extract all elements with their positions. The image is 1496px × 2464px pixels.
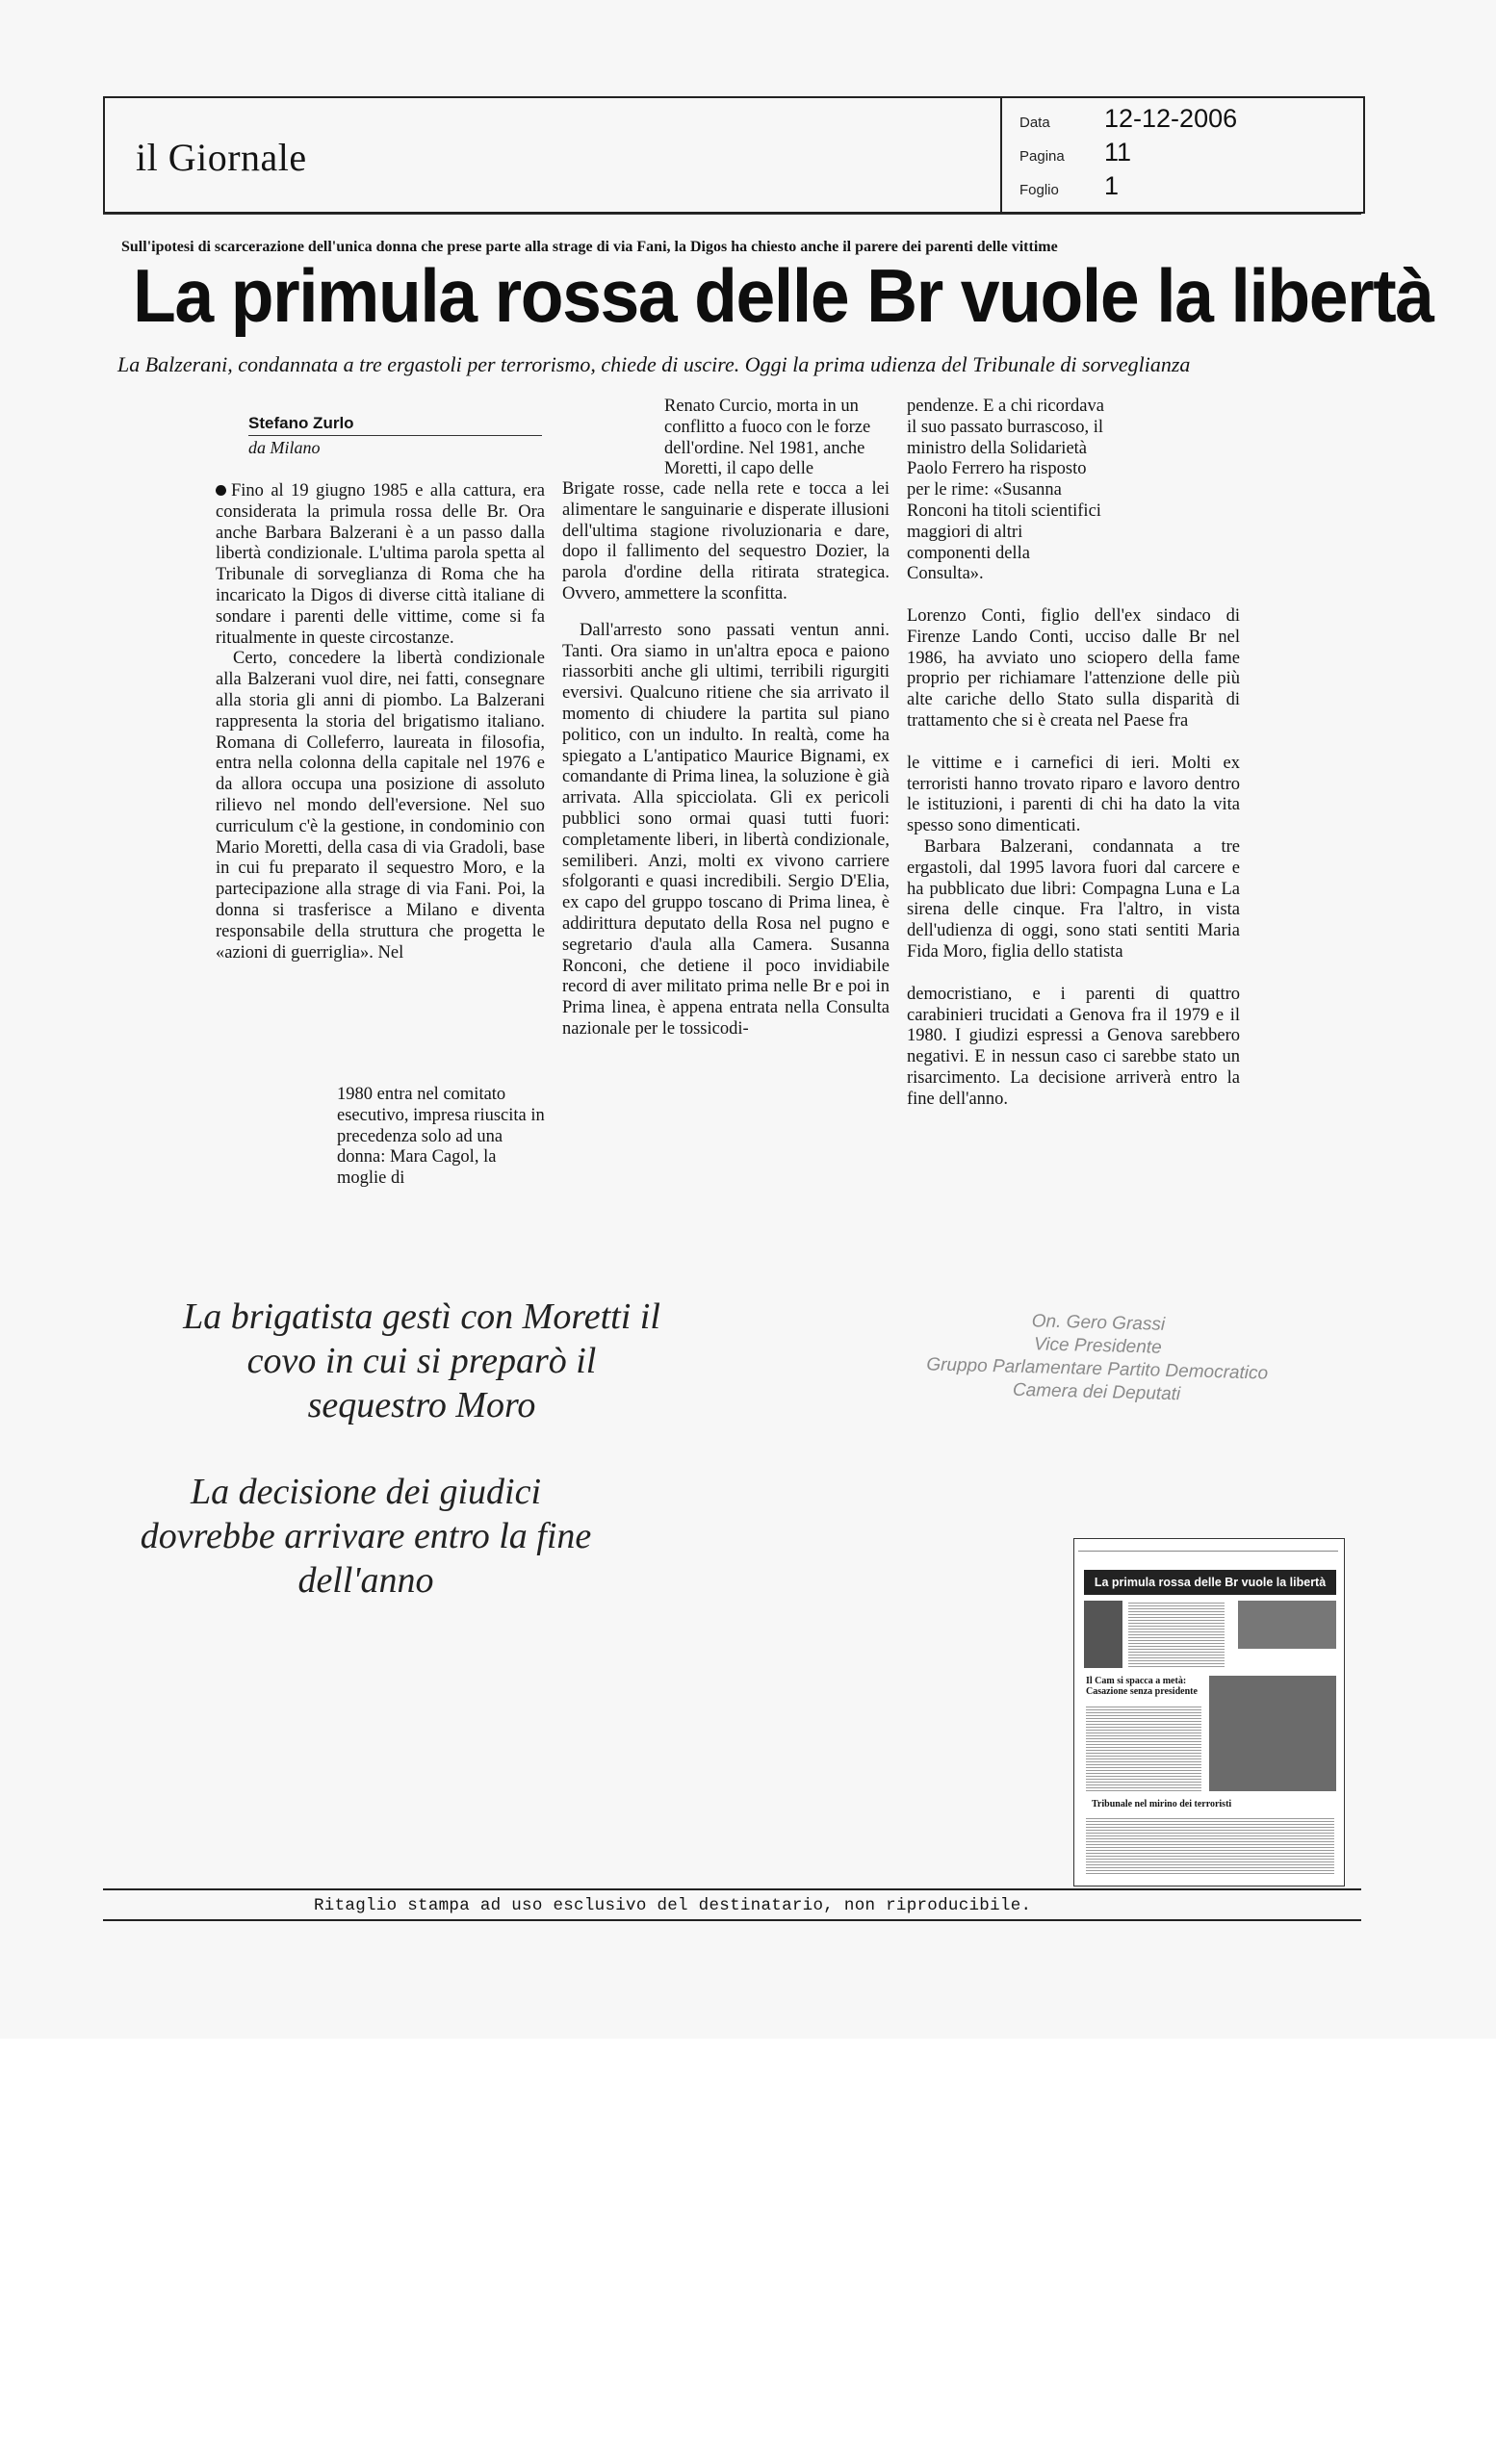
meta-label: Foglio bbox=[1019, 182, 1059, 198]
byline-author: Stefano Zurlo bbox=[248, 414, 354, 432]
thumbnail-caption: Tribunale nel mirino dei terroristi bbox=[1092, 1799, 1232, 1810]
footer-notice: Ritaglio stampa ad uso esclusivo del destinatario, non riproducibile. bbox=[314, 1896, 1032, 1915]
article-column-1-tail bbox=[337, 1085, 545, 1190]
meta-sheet bbox=[1019, 171, 1337, 205]
paragraph: Renato Curcio, morta in un conflitto a fuoco con le forze dell'ordine. Nel 1981, anche Moretti, il capo delle bbox=[664, 397, 871, 479]
byline bbox=[248, 414, 542, 458]
header-meta bbox=[1019, 104, 1337, 205]
byline-place: da Milano bbox=[248, 438, 321, 457]
meta-date bbox=[1019, 104, 1337, 138]
paragraph: Barbara Balzerani, condannata a tre ergastoli, dal 1995 lavora fuori dal carcere e ha pubblicato due libri: Compagna Luna e La sirena delle cinque. Fra l'altro, in vista dell'udienza di oggi, sono stati sentiti Maria Fida Moro, figlia dello statista bbox=[907, 836, 1240, 962]
newspaper-logo: il Giornale bbox=[136, 136, 307, 179]
article-deck: La Balzerani, condannata a tre ergastoli per terrorismo, chiede di uscire. Oggi la prima udienza del Tribunale di sorveglianza bbox=[117, 352, 1191, 376]
thumbnail-photo bbox=[1084, 1601, 1122, 1668]
thumbnail-text bbox=[1128, 1601, 1225, 1668]
article-column-2-head bbox=[664, 397, 890, 480]
paragraph: le vittime e i carnefici di ieri. Molti ex terroristi hanno trovato riparo e lavoro dentro le istituzioni, i parenti di chi ha dato la vita spesso sono dimenticati. bbox=[907, 753, 1240, 836]
article-column-1 bbox=[216, 481, 545, 963]
thumbnail-masthead bbox=[1078, 1543, 1338, 1552]
stamp-line: Camera dei Deputati bbox=[1012, 1379, 1181, 1405]
pull-quote: La brigatista gestì con Moretti il covo in cui si preparò il sequestro Moro bbox=[183, 1296, 660, 1425]
paragraph: Lorenzo Conti, figlio dell'ex sindaco di Firenze Lando Conti, ucciso dalle Br nel 1986, ha avviato uno sciopero della fame proprio per richiamare l'attenzione delle più alte cariche dello Stato sulla disparità di trattamento che si è creata nel Paese fra bbox=[907, 606, 1240, 731]
paragraph: democristiano, e i parenti di quattro carabinieri trucidati a Genova fra il 1979 e il 1980. I giudizi espressi a Genova sarebbero negativi. E in nessun caso ci sarebbe stato un risarcimento. La decisione arriverà entro la fine dell'anno. bbox=[907, 984, 1240, 1109]
paragraph-text: Fino al 19 giugno 1985 e alla cattura, era considerata la primula rossa delle Br. Ora anche Barbara Balzerani è a un passo dalla libertà condizionale. L'ultima parola spetta al Tribunale di sorveglianza di Roma che ha incaricato la Digos di diverse città italiane di sondare i parenti delle vittime, come si fa ritualmente in queste circostanze. bbox=[216, 481, 545, 648]
meta-page bbox=[1019, 138, 1337, 171]
stamp-line: Vice Presidente bbox=[1033, 1334, 1162, 1358]
stamp-line: Gruppo Parlamentare Partito Democratico bbox=[926, 1354, 1269, 1384]
paragraph: 1980 entra nel comitato esecutivo, impresa riuscita in precedenza solo ad una donna: Mara Cagol, la moglie di bbox=[337, 1085, 545, 1189]
deputy-stamp bbox=[865, 1306, 1329, 1411]
thumbnail-caption: Il Cam si spacca a metà: Casazione senza presidente bbox=[1086, 1676, 1198, 1697]
paragraph bbox=[216, 481, 545, 649]
article-kicker: Sull'ipotesi di scarcerazione dell'unica donna che prese parte alla strage di via Fani, la Digos ha chiesto anche il parere dei parenti delle vittime bbox=[121, 239, 1058, 255]
thumbnail-headline: La primula rossa delle Br vuole la libertà bbox=[1084, 1570, 1336, 1595]
byline-rule bbox=[248, 435, 542, 436]
thumbnail-text bbox=[1086, 1816, 1334, 1876]
thumbnail-photo bbox=[1209, 1676, 1336, 1791]
article-column-3 bbox=[907, 606, 1240, 1111]
paragraph: Certo, concedere la libertà condizionale alla Balzerani vuol dire, nei fatti, consegnare alla storia gli anni di piombo. La Balzerani rappresenta la storia del brigatismo italiano. Romana di Colleferro, laureata in filosofia, entra nella colonna della capitale nel 1976 e da allora occupa una posizione di assoluto rilievo nel mondo dell'eversione. Nel suo curriculum c'è la gestione, in condominio con Mario Moretti, della casa di via Gradoli, base in cui fu preparato il sequestro Moro, e la partecipazione alla strage di via Fani. Poi, la donna si trasferisce a Milano e diventa responsabile della struttura che progetta le «azioni di guerriglia». Nel bbox=[216, 649, 545, 962]
footer-rule-bottom bbox=[103, 1919, 1361, 1921]
header-divider bbox=[1000, 98, 1002, 212]
pull-quote: La decisione dei giudici dovrebbe arrivare entro la fine dell'anno bbox=[140, 1472, 592, 1601]
article-column-2 bbox=[562, 479, 890, 1040]
meta-value: 12-12-2006 bbox=[1104, 104, 1238, 133]
article-headline: La primula rossa delle Br vuole la libertà bbox=[133, 253, 1433, 338]
paragraph: Brigate rosse, cade nella rete e tocca a lei alimentare le sanguinarie e disperate illusioni dell'ultima stagione rivoluzionaria e dare, dopo il fallimento del sequestro Dozier, la parola d'ordine della ritirata strategica. Ovvero, ammettere la sconfitta. bbox=[562, 479, 890, 603]
header-underline bbox=[103, 214, 1361, 215]
footer-rule-top bbox=[103, 1888, 1361, 1890]
stamp-line: On. Gero Grassi bbox=[1031, 1311, 1166, 1335]
paragraph: pendenze. E a chi ricordava il suo passato burrascoso, il ministro della Solidarietà Paolo Ferrero ha risposto per le rime: «Susanna Ronconi ha titoli scientifici maggiori di altri componenti della Consulta». bbox=[907, 397, 1104, 584]
blank-margin bbox=[0, 2039, 1496, 2464]
article-column-3-head bbox=[907, 397, 1109, 585]
header-box bbox=[103, 96, 1365, 214]
meta-label: Data bbox=[1019, 115, 1050, 131]
meta-label: Pagina bbox=[1019, 148, 1065, 165]
meta-value: 11 bbox=[1104, 138, 1132, 167]
thumbnail-text bbox=[1086, 1705, 1201, 1791]
thumbnail-photo bbox=[1238, 1601, 1336, 1649]
paragraph: Dall'arresto sono passati ventun anni. Tanti. Ora siamo in un'altra epoca e paiono riassorbiti anche gli ultimi, terribili rigurgiti eversivi. Qualcuno ritiene che sia arrivato il momento di chiudere la partita sul piano politico, con un indulto. In realtà, come ha spiegato a L'antipatico Maurice Bignami, ex comandante di Prima linea, la soluzione è già arrivata. Alla spicciolata. Gli ex pericoli pubblici sono ormai quasi tutti fuori: completamente liberi, in libertà condizionale, semiliberi. Anzi, molti ex vivono carriere sfolgoranti e quasi incredibili. Sergio D'Elia, ex capo del gruppo toscano di Prima linea, è addirittura deputato della Rosa nel pugno e segretario d'aula alla Camera. Susanna Ronconi, che detiene il poco invidiabile record di aver militato prima nelle Br e poi in Prima linea, è appena entrata nella Consulta nazionale per le tossicodi- bbox=[562, 620, 890, 1039]
bullet-icon bbox=[216, 485, 226, 496]
meta-value: 1 bbox=[1104, 171, 1120, 200]
page-thumbnail bbox=[1073, 1538, 1345, 1886]
